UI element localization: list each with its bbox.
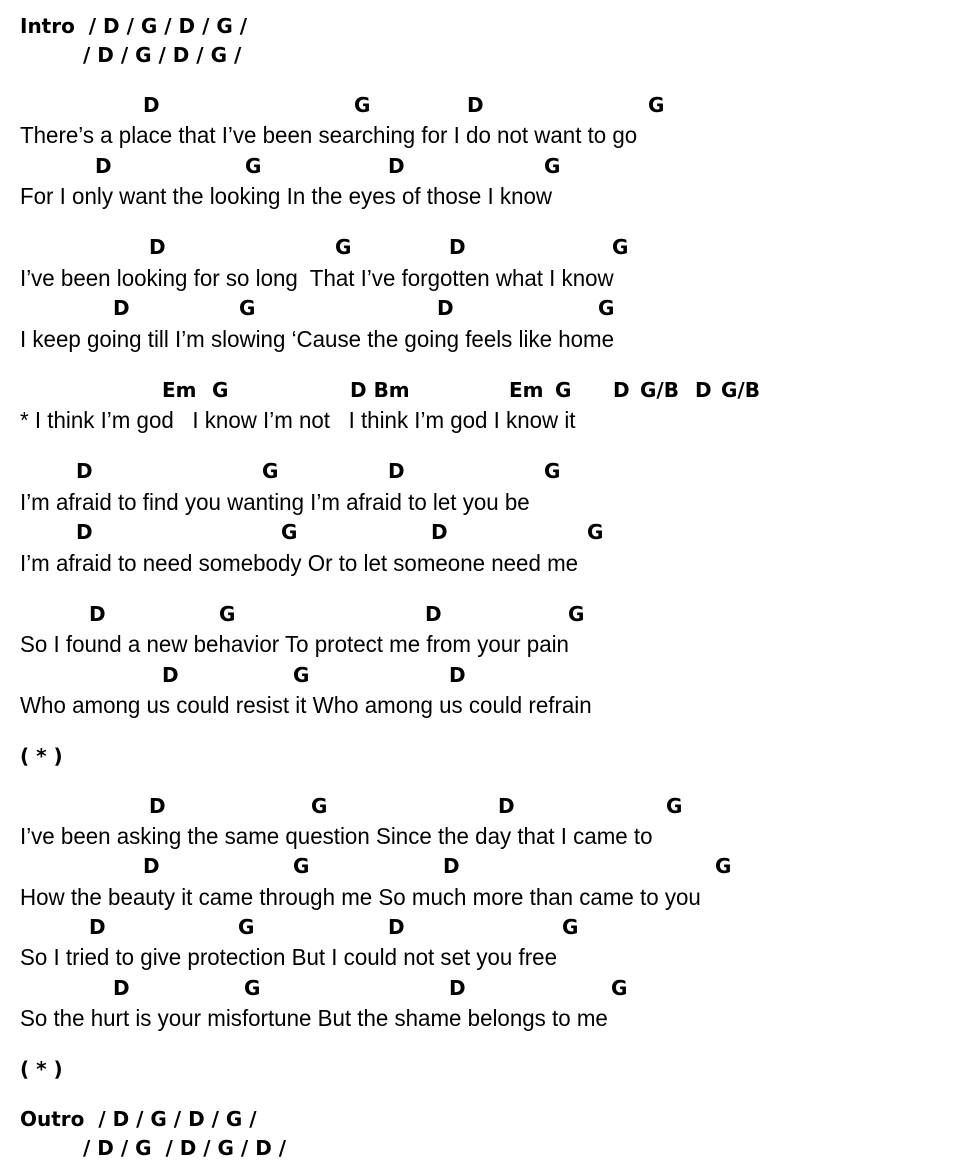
lyric-line: I’m afraid to need somebody Or to let someone need me bbox=[20, 550, 579, 576]
chord: D bbox=[76, 520, 93, 544]
chord: G bbox=[245, 154, 262, 178]
lyric-line: I keep going till I’m slowing ‘Cause the going feels like home bbox=[20, 326, 615, 352]
chord: G bbox=[555, 378, 572, 402]
chord: G bbox=[219, 602, 236, 626]
chord: D bbox=[449, 663, 466, 687]
chorus-reference: ( * ) bbox=[20, 744, 63, 768]
chord: D bbox=[89, 602, 106, 626]
chord: G bbox=[238, 915, 255, 939]
chord: G bbox=[335, 235, 352, 259]
chord: G bbox=[311, 794, 328, 818]
lyric-line: I’ve been asking the same question Since the day that I came to bbox=[20, 823, 653, 849]
chord: G bbox=[239, 296, 256, 320]
chord: D bbox=[95, 154, 112, 178]
chord: D bbox=[143, 854, 160, 878]
chord: D bbox=[76, 459, 93, 483]
chord: G bbox=[262, 459, 279, 483]
chord: D bbox=[388, 154, 405, 178]
lyric-line: For I only want the looking In the eyes of those I know bbox=[20, 183, 553, 209]
chord: Em bbox=[162, 378, 197, 402]
chord: D bbox=[695, 378, 712, 402]
intro-line-2: / D / G / D / G / bbox=[83, 43, 242, 67]
chord: D Bm bbox=[350, 378, 410, 402]
lyric-line: I’m afraid to find you wanting I’m afraid to let you be bbox=[20, 489, 530, 515]
chord: G bbox=[648, 93, 665, 117]
chord: D bbox=[113, 296, 130, 320]
lyric-line: How the beauty it came through me So much more than came to you bbox=[20, 884, 701, 910]
chord: D bbox=[113, 976, 130, 1000]
chord: G bbox=[281, 520, 298, 544]
chord: D bbox=[443, 854, 460, 878]
chord: G bbox=[293, 854, 310, 878]
chord: D bbox=[388, 459, 405, 483]
chord: G bbox=[598, 296, 615, 320]
chord: G bbox=[562, 915, 579, 939]
chord: G bbox=[293, 663, 310, 687]
chord: D bbox=[437, 296, 454, 320]
chorus-line: * I think I’m god I know I’m not I think I’m god I know it bbox=[20, 407, 576, 433]
chord: G bbox=[544, 154, 561, 178]
chord: G bbox=[612, 235, 629, 259]
chord: G bbox=[666, 794, 683, 818]
chorus-reference: ( * ) bbox=[20, 1057, 63, 1081]
chord: D bbox=[162, 663, 179, 687]
outro-line-2: / D / G / D / G / D / bbox=[83, 1136, 287, 1160]
chord: G bbox=[587, 520, 604, 544]
chord: D bbox=[449, 235, 466, 259]
lyric-line: Who among us could resist it Who among us could refrain bbox=[20, 692, 592, 718]
outro-line-1: Outro / D / G / D / G / bbox=[20, 1107, 257, 1131]
chord: D bbox=[467, 93, 484, 117]
chord: G bbox=[354, 93, 371, 117]
chord: D bbox=[613, 378, 630, 402]
chord: D bbox=[449, 976, 466, 1000]
chord: G bbox=[212, 378, 229, 402]
chord: G/B bbox=[721, 378, 760, 402]
chord: G bbox=[544, 459, 561, 483]
lyric-line: There’s a place that I’ve been searching for I do not want to go bbox=[20, 122, 638, 148]
chord: G bbox=[568, 602, 585, 626]
lyric-line: So I found a new behavior To protect me from your pain bbox=[20, 631, 569, 657]
chord: D bbox=[149, 235, 166, 259]
chord: G bbox=[611, 976, 628, 1000]
chord: D bbox=[431, 520, 448, 544]
chord: G/B bbox=[640, 378, 679, 402]
lyric-line: I’ve been looking for so long That I’ve forgotten what I know bbox=[20, 265, 614, 291]
intro-line-1: Intro / D / G / D / G / bbox=[20, 14, 248, 38]
chord: D bbox=[425, 602, 442, 626]
lyric-line: So I tried to give protection But I could not set you free bbox=[20, 944, 558, 970]
chord: G bbox=[715, 854, 732, 878]
chord: D bbox=[498, 794, 515, 818]
chord: D bbox=[149, 794, 166, 818]
chord: D bbox=[143, 93, 160, 117]
lyric-line: So the hurt is your misfortune But the shame belongs to me bbox=[20, 1005, 608, 1031]
chord: Em bbox=[509, 378, 544, 402]
chord: D bbox=[89, 915, 106, 939]
chord: D bbox=[388, 915, 405, 939]
chord: G bbox=[244, 976, 261, 1000]
